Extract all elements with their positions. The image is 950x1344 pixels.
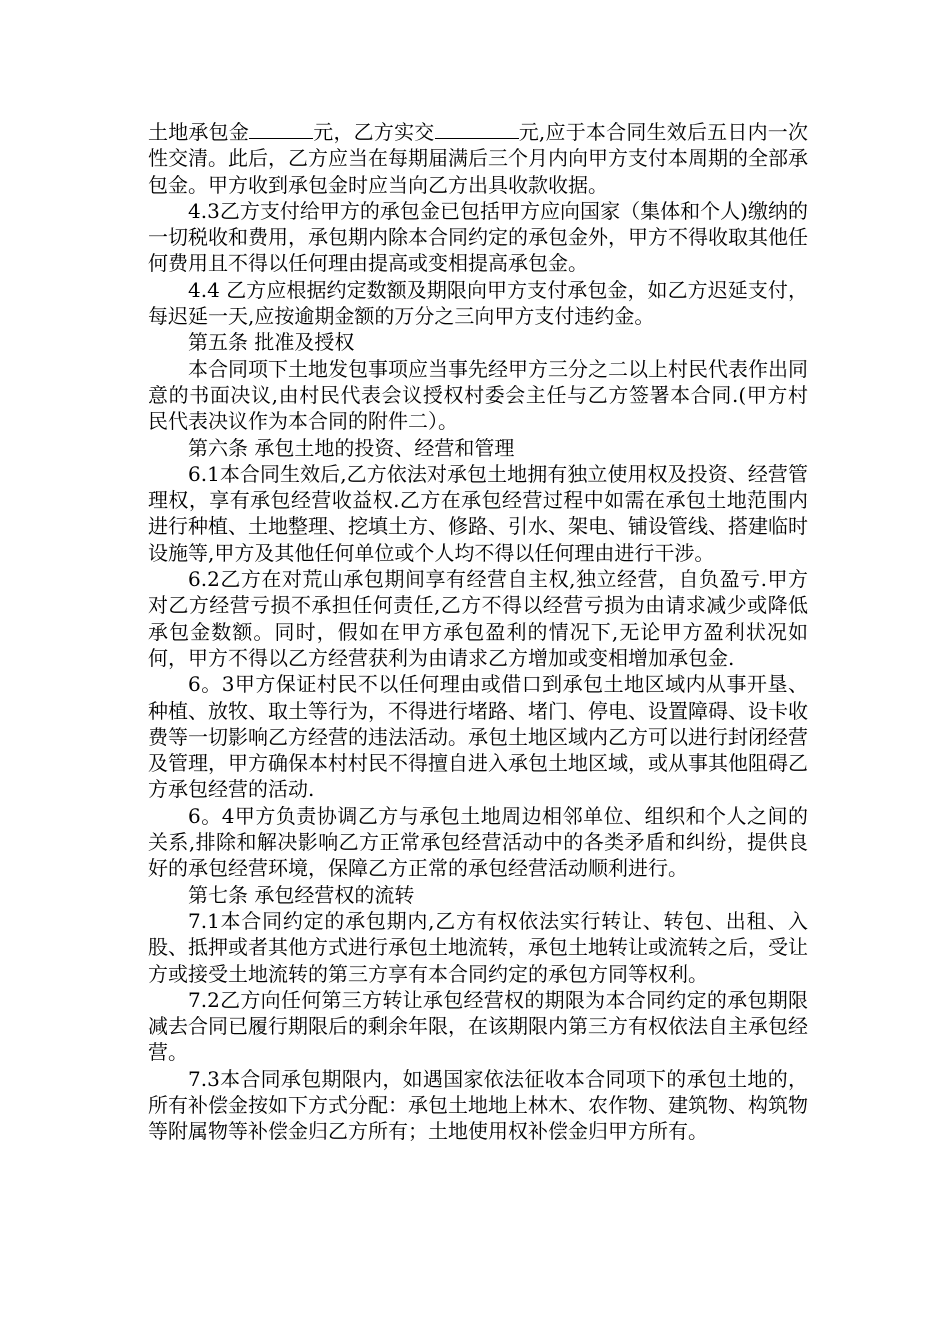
clause-7-2: 7.2乙方向任何第三方转让承包经营权的期限为本合同约定的承包期限减去合同已履行期限后的剩余年限，在该期限内第三方有权依法自主承包经营。 <box>148 987 808 1065</box>
document-body <box>148 118 808 1145</box>
clause-7-3: 7.3本合同承包期限内，如遇国家依法征收本合同项下的承包土地的，所有补偿金按如下方式分配：承包土地地上林木、农作物、建筑物、构筑物等附属物等补偿金归乙方所有；土地使用权补偿金归甲方所有。 <box>148 1066 808 1144</box>
blank-amount-field <box>249 118 313 139</box>
clause-6-3: 6。3甲方保证村民不以任何理由或借口到承包土地区域内从事开垦、种植、放牧、取土等行为，不得进行堵路、堵门、停电、设置障碍、设卡收费等一切影响乙方经营的违法活动。承包土地区域内乙方可以进行封闭经营及管理，甲方确保本村村民不得擅自进入承包土地区域，或从事其他阻碍乙方承包经营的活动. <box>148 672 808 802</box>
article-6-heading: 第六条 承包土地的投资、经营和管理 <box>188 435 515 460</box>
blank-paid-amount-field <box>435 118 519 139</box>
article-5-heading: 第五条 批准及授权 <box>188 330 355 355</box>
article-7-heading: 第七条 承包经营权的流转 <box>188 882 415 907</box>
text-segment: 元，乙方实交 <box>313 120 435 144</box>
clause-6-2: 6.2乙方在对荒山承包期间享有经营自主权,独立经营，自负盈亏.甲方对乙方经营亏损不承担任何责任,乙方不得以经营亏损为由请求减少或降低承包金数额。同时，假如在甲方承包盈利的情况下,无论甲方盈利状况如何，甲方不得以乙方经营获利为由请求乙方增加或变相增加承包金. <box>148 567 808 670</box>
text-segment: 元,应于本合同生效后五日内一次性交清。此后，乙方应当在每期届满后三个月内向甲方支付本周期的全部承包金。甲方收到承包金时应当向乙方出具收款收据。 <box>148 120 809 197</box>
clause-7-1: 7.1本合同约定的承包期内,乙方有权依法实行转让、转包、出租、入股、抵押或者其他方式进行承包土地流转，承包土地转让或流转之后，受让方或接受土地流转的第三方享有本合同约定的承包方同等权利。 <box>148 908 808 986</box>
clause-4-3: 4.3乙方支付给甲方的承包金已包括甲方应向国家（集体和个人)缴纳的一切税收和费用，承包期内除本合同约定的承包金外，甲方不得收取其他任何费用且不得以任何理由提高或变相提高承包金。 <box>148 198 808 276</box>
article-5-body: 本合同项下土地发包事项应当事先经甲方三分之二以上村民代表作出同意的书面决议,由村民代表会议授权村委会主任与乙方签署本合同.(甲方村民代表决议作为本合同的附件二）。 <box>148 356 808 434</box>
clause-6-4: 6。4甲方负责协调乙方与承包土地周边相邻单位、组织和个人之间的关系,排除和解决影响乙方正常承包经营活动中的各类矛盾和纠纷，提供良好的承包经营环境，保障乙方正常的承包经营活动顺利进行。 <box>148 803 808 881</box>
clause-4-4: 4.4 乙方应根据约定数额及期限向甲方支付承包金，如乙方迟延支付，每迟延一天,应按逾期金额的万分之三向甲方支付违约金。 <box>148 277 808 329</box>
paragraph-rent-payment <box>148 118 808 198</box>
clause-6-1: 6.1本合同生效后,乙方依法对承包土地拥有独立使用权及投资、经营管理权，享有承包经营收益权.乙方在承包经营过程中如需在承包土地范围内进行种植、土地整理、挖填土方、修路、引水、架电、铺设管线、搭建临时设施等,甲方及其他任何单位或个人均不得以任何理由进行干涉。 <box>148 461 808 565</box>
text-segment: 土地承包金 <box>148 120 250 144</box>
